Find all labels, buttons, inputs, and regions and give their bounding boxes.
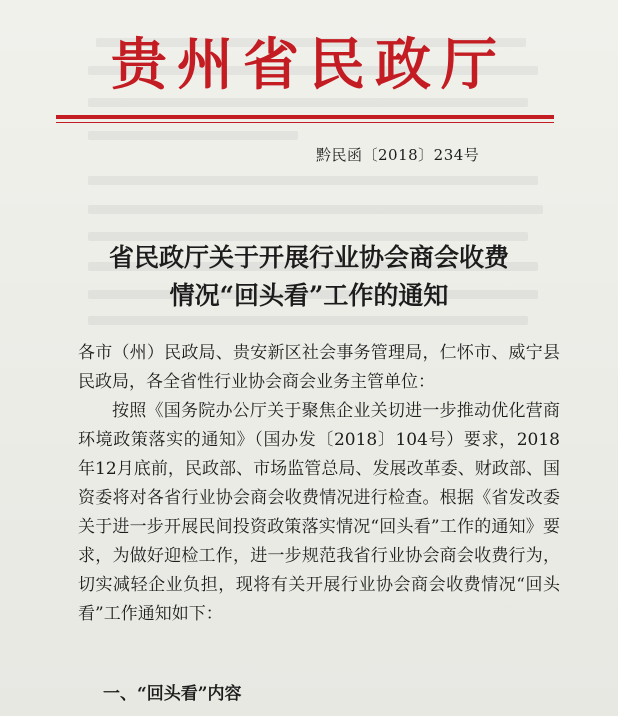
notice-body bbox=[78, 339, 560, 629]
recipients-paragraph: 各市（州）民政局、贵安新区社会事务管理局，仁怀市、威宁县民政局，各全省性行业协会商会业务主管单位： bbox=[78, 343, 560, 392]
header-red-rule bbox=[56, 115, 554, 119]
bleed-through-mark bbox=[88, 131, 298, 140]
bleed-through-mark bbox=[88, 205, 543, 214]
notice-title bbox=[0, 239, 618, 315]
section-heading: 一、“回头看”内容 bbox=[103, 684, 242, 704]
body-paragraph: 按照《国务院办公厅关于聚焦企业关切进一步推动优化营商环境政策落实的通知》（国办发〔2018〕104号）要求，2018年12月底前，民政部、市场监管总局、发展改革委、财政部、国资委将对各省行业协会商会收费情况进行检查。根据《省发改委关于进一步开展民间投资政策落实情况“回头看”工作的通知》要求，为做好迎检工作，进一步规范我省行业协会商会收费行为，切实减轻企业负担，现将有关开展行业协会商会收费情况“回头看”工作通知如下： bbox=[78, 401, 560, 624]
agency-name-header: 贵州省民政厅 bbox=[111, 32, 507, 98]
notice-title-line1: 省民政厅关于开展行业协会商会收费 bbox=[108, 243, 509, 272]
bleed-through-mark bbox=[88, 316, 528, 325]
document-number: 黔民函〔2018〕234号 bbox=[316, 146, 480, 164]
notice-title-line2: 情况“回头看”工作的通知 bbox=[169, 281, 449, 310]
header-red-rule-thin bbox=[56, 122, 554, 123]
bleed-through-mark bbox=[88, 176, 538, 185]
